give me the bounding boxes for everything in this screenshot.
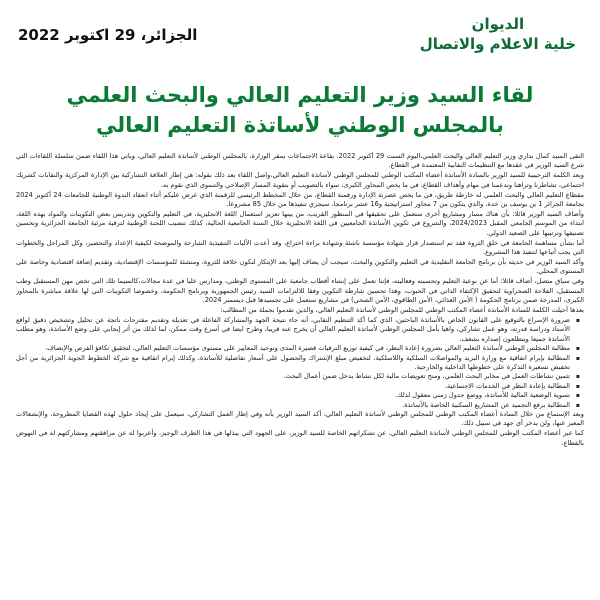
header — [14, 14, 586, 64]
list-item: ▪ ضرورة الإسراع بالتوقيع على القانون الخاص بالأساتذة الباحثين، الذي كما أكد التنظيم النقابي، أنه جاء نتيجة الجهد والمشاركة الفاعلة في تعديله وتقديم مقترحات ناتجة عن تحليل وتشخيص دقيق لواقع الأستاذ ودراسة قدرته، وهو عمل تشاركي، واهيا بأمل المجلس الوطني لأساتذة التعليم العالي أن يخرج عنه قريبا، وطرح ايضا في أسرع وقت ممكن، لما لذلك من أثر إيجابي على وضع الأساتذة، وهو مطلب الأساتذة جميعا ويتطلعون إصداره بشغف. — [16, 316, 570, 344]
paragraph: بعدها أحيلت الكلمة للسادة الأساتذة أعضاء المكتب الوطني للمجلس الوطني لأساتذة التعليم العالي، والذين تقدموا بجملة من المطالب: — [220, 306, 584, 314]
list-item: ▪ المطالبة بإبرام اتفاقية مع وزارة البريد والمواصلات السلكية واللاسلكية، لتخفيض مبلغ الإشتراك والحصول على أسعار تفاضلية للأساتذة، وكذلك إبرام اتفاقية مع شركة الخطوط الجوية الجزائرية من أجل تخفيض تسعيرة التذكرة على خطوطها الداخلية والخارجية. — [16, 354, 570, 373]
org-name: الديوان — [471, 15, 525, 33]
paragraph: وفي سياق متصل، أضاف قائلا: أما عن نوعية التعليم وتحسينه وفعاليته، فإننا نعمل على إنشاء أقطاب جامعية على المستوى الوطني، ومدارس عليا في عدة مجالات،كالسيما تلك التي تخص مهن المستقبل وطب المستقبل، الفلاحة الصحراوية لتحقيق الإكتفاء الذاتي في الحبوب، وهذا تحسين شارطة التكوين وفقا للالتزامات السيد رئيس الجمهورية وبرنامج الحكومة، وخصوصا التكوينات التي لها علاقة مباشرة بالمحاور الكبرى، المدرجة ضمن برنامج الحكومة ( الأمن الغذائي، الأمن الطاقوي، الأمن الصحي) في مشاريع ستعمل على تجسيدها قبل ديسمبر 2024. — [16, 277, 584, 305]
paragraph: وبعد الإستماع من خلال السادة أعضاء المكتب الوطني للمجلس الوطني لأساتذة التعليم العالي، أكد السيد الوزير بأنه وفي إطار العمل التشاركي، سيعمل على إيجاد حلول لهذه القضايا المطروحة، والإنشغالات المعبر عنها، ولن يدخر أي جهد في سبيل ذلك. — [16, 409, 584, 428]
organization-block — [420, 14, 576, 54]
press-release-title — [20, 80, 580, 140]
list-item: ▪ مطالبة المجلس الوطني لأساتذة التعليم العالي بضرورة إعادة النظر، في كيفية توزيع الترقيات قصيرة المدى وتوحيد المعايير على مستوى مؤسسات التعليم العالي، لتحقيق تكافؤ الفرص والإنصاف. — [16, 344, 570, 353]
list-item: ▪ المطالبة برفع التجميد عن المشاريع السكنية الخاصة بالأساتذة. — [16, 401, 570, 410]
paragraph: كما عبر أعضاء المكتب الوطني للمجلس الوطني لأساتذة التعليم العالي، عن تشكراتهم الخاصة للسيد الوزير، على الجهود التي يبذلها في هذا الظرف الوجيز، وأعربوا له عن مرافقتهم ومشاركتهم له في النهوض بالقطاع. — [16, 429, 584, 447]
paragraph: وبعد الكلمة الترحيبية للسيد الوزير بالسادة الأساتذة أعضاء المكتب الوطني للمجلس الوطني لأساتذة التعليم العالي،واصل اللقاء بعد ذلك بقوله: هي إطار العلاقة التشاركية بين الإدارة المركزية والنقابات كشريك اجتماعي، تشاطرنا وتراهنا وندعمنا في مهام وأهداف القطاع، في ما يخص المحاور الكبرى، سواء بالتصويب أو بتقوية المسار الإصلاحي والتنموي الذي نقوم به. — [16, 171, 584, 189]
title-line: لقاء السيد وزير التعليم العالي والبحث العلمي — [66, 83, 534, 107]
org-unit: خلية الاعلام والاتصال — [419, 35, 576, 53]
date-location: الجزائر، 29 اكتوبر 2022 — [18, 26, 198, 44]
list-item: ▪ تسوية الوضعية المالية للأساتذة، ووضع جدول زمني معقول لذلك. — [16, 391, 570, 400]
paragraph: أما بشأن مساهمة الجامعة في خلق الثروة فقد تم استصدار قرار شهادة مؤسسة ناشئة وشهادة براءة اختراع، وقد أعدت الآليات التنفيذية الشارحة والموضحة لكيفية الإعداد والتحضير، وكل المراحل والخطوات التي يجب أتباعها لتنفيذ هذا المشروع. — [16, 238, 584, 257]
paragraph: التقى السيد كمال بداري وزير التعليم العالي والبحث العلمي،اليوم السبت 29 أكتوبر 2022، بقاعة الاجتماعات بمقر الوزارة، بالمجلس الوطني لأساتذة التعليم العالي، وياتي هذا اللقاء ضمن سلسلة اللقاءات التي شرع السيد الوزير في عقدها مع التنظيمات النقابية المعتمدة في القطاع. — [16, 152, 584, 170]
paragraph: مقطاع التعليم العالي والبحث العلمي له خارطة طريق، في ما يخص عصرنة الإدارة ورقمنة القطاع، من خلال المخطط الرئيسي للرقمنة الذي عرض عليكم أثناء انعقاد الندوة الوطنية للجامعات 24 أكتوبر 2024 بجامعة الجزائر 1 بن يوسف بن خدة، والذي يتكون من 7 محاور استراتيجية و16 عشر برنامجا، سيجري تنفيذها من خلال 85 مشروعا. — [16, 190, 584, 209]
demands-list — [16, 316, 584, 410]
list-item: ▪ المطالبة بإعادة النظر في الخدمات الاجتماعية. — [16, 382, 570, 391]
title-line: بالمجلس الوطني لأساتذة التعليم العالي — [96, 113, 504, 137]
list-item: ▪ تثمين نشاطات العمل في مخابر البحث العلمي، ومنح تعويضات مالية لكل نشاط يدخل ضمن أعمال البحث. — [16, 372, 570, 381]
paragraph: وأكد السيد الوزير في حديثه بأن برنامج الجامعة التقليدية في التعليم والتكوين والبحث، سيجب أن يضاف إليها بعد الإبتكار لتكون خلاقة للثروة، ومنشئة للمؤسسات الإقتصادية، وتقديم إضافة اقتصادية وخاصة على المستوى المحلي. — [16, 257, 584, 276]
paragraph: وأضاف السيد الوزير قائلا: بأن هناك مسار ومشاريع أخرى ستعمل على تحقيقها في المنظور القريب، من بينها تعزيز استعمال اللغة الانجليزية، في التعليم والتكوين وتدريس بعض التكوينات والمواد بهذه اللغة، ابتداء من الموسم الجامعي المقبل 2024/2023، والشروع في تكوين الأساتذة الجامعيين في اللغة الانجليزية خلال السنة الجامعية الحالية، كذلك تنصيب اللجنة الوطنية لترقية مرئية الجامعة الجزائرية وتحسين تصنيفها وترتيبها على الصعيد الدولي. — [16, 209, 584, 237]
article-body — [16, 152, 584, 592]
